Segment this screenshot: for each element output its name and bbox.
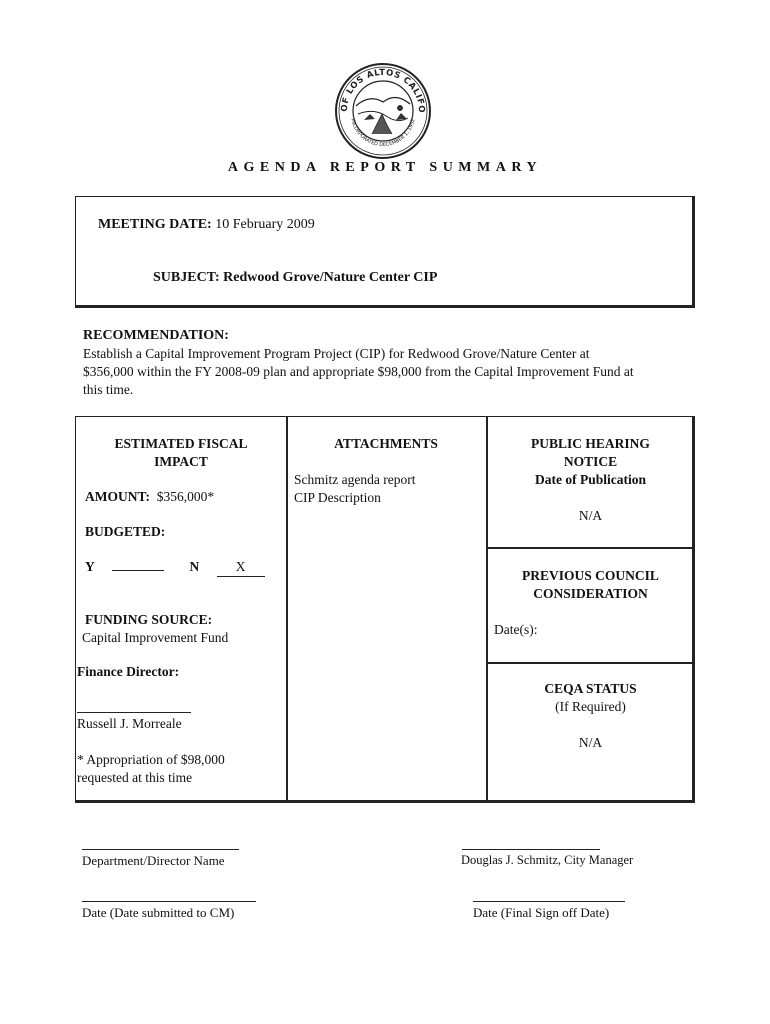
city-manager-signature-line	[462, 849, 600, 850]
finance-label: Finance Director:	[77, 664, 180, 679]
attachments-heading: ATTACHMENTS	[334, 436, 438, 451]
date-submitted-label: Date (Date submitted to CM)	[82, 905, 235, 920]
hearing-subheading: Date of Publication	[535, 472, 646, 487]
amount-row	[85, 488, 214, 506]
row-divider	[487, 547, 692, 549]
subject-row	[153, 270, 437, 286]
column-divider	[286, 417, 288, 800]
attachment-item: CIP Description	[294, 490, 381, 505]
fiscal-heading-line: ESTIMATED FISCAL	[114, 436, 248, 451]
yes-label: Y	[85, 559, 95, 574]
subject-value: Redwood Grove/Nature Center CIP	[223, 270, 438, 285]
yes-blank	[112, 558, 164, 571]
meeting-date-value: 10 February 2009	[215, 217, 315, 232]
note-line: requested at this time	[77, 770, 193, 785]
meeting-date-row	[98, 217, 315, 233]
hearing-value: N/A	[578, 508, 603, 523]
summary-grid	[75, 416, 695, 803]
no-label: N	[189, 559, 200, 574]
date-submitted-line	[82, 901, 256, 902]
budgeted-label: BUDGETED:	[85, 524, 166, 539]
dept-name-label: Department/Director Name	[82, 853, 225, 868]
svg-text:CITY OF LOS ALTOS CALIFORNIA: OF LOS ALTOS CALIFO	[339, 67, 427, 114]
hearing-heading	[488, 435, 693, 489]
hearing-heading-line: PUBLIC HEARING	[531, 436, 650, 451]
recommendation-line: $356,000 within the FY 2008-09 plan and appropriate $98,000 from the Capital Improvement Fund at	[83, 364, 634, 379]
attachments-list	[294, 471, 415, 507]
svg-text:INCORPORATED DECEMBER 1, 1952: INCORPORATED DECEMBER 1, 1952	[349, 118, 417, 149]
city-seal-logo	[334, 62, 432, 160]
no-mark: X	[217, 558, 265, 577]
meeting-info-box	[75, 196, 695, 308]
ceqa-heading: CEQA STATUS	[544, 681, 637, 696]
date-final-label: Date (Final Sign off Date)	[473, 905, 610, 920]
appropriation-note	[77, 751, 225, 787]
fiscal-heading	[86, 435, 276, 471]
previous-heading-line: CONSIDERATION	[533, 586, 648, 601]
dept-signature-line	[82, 849, 239, 850]
ceqa-value: N/A	[578, 735, 603, 750]
ceqa-subheading: (If Required)	[555, 699, 626, 714]
budgeted-row	[85, 558, 285, 577]
page-title: AGENDA REPORT SUMMARY	[227, 160, 543, 175]
date-final-line	[473, 901, 625, 902]
recommendation-heading: RECOMMENDATION:	[83, 328, 229, 343]
subject-label: SUBJECT:	[153, 270, 220, 285]
city-manager-label: Douglas J. Schmitz, City Manager	[461, 853, 634, 867]
finance-signature-line	[77, 712, 191, 713]
recommendation-section	[83, 327, 693, 399]
funding-value: Capital Improvement Fund	[82, 630, 229, 645]
meeting-date-label: MEETING DATE:	[98, 217, 212, 232]
recommendation-line: this time.	[83, 382, 134, 397]
attachment-item: Schmitz agenda report	[294, 472, 416, 487]
amount-value: $356,000*	[156, 489, 215, 504]
previous-heading	[488, 567, 693, 603]
amount-label: AMOUNT:	[85, 489, 150, 504]
finance-name: Russell J. Morreale	[77, 716, 182, 731]
hearing-heading-line: NOTICE	[563, 454, 618, 469]
funding-label: FUNDING SOURCE:	[85, 612, 213, 627]
row-divider	[487, 662, 692, 664]
recommendation-line: Establish a Capital Improvement Program Project (CIP) for Redwood Grove/Nature Center at	[83, 346, 590, 361]
previous-heading-line: PREVIOUS COUNCIL	[522, 568, 659, 583]
ceqa-block	[488, 680, 693, 716]
fiscal-heading-line: IMPACT	[154, 454, 208, 469]
previous-dates-label: Date(s):	[494, 622, 538, 637]
note-line: * Appropriation of $98,000	[77, 752, 225, 767]
